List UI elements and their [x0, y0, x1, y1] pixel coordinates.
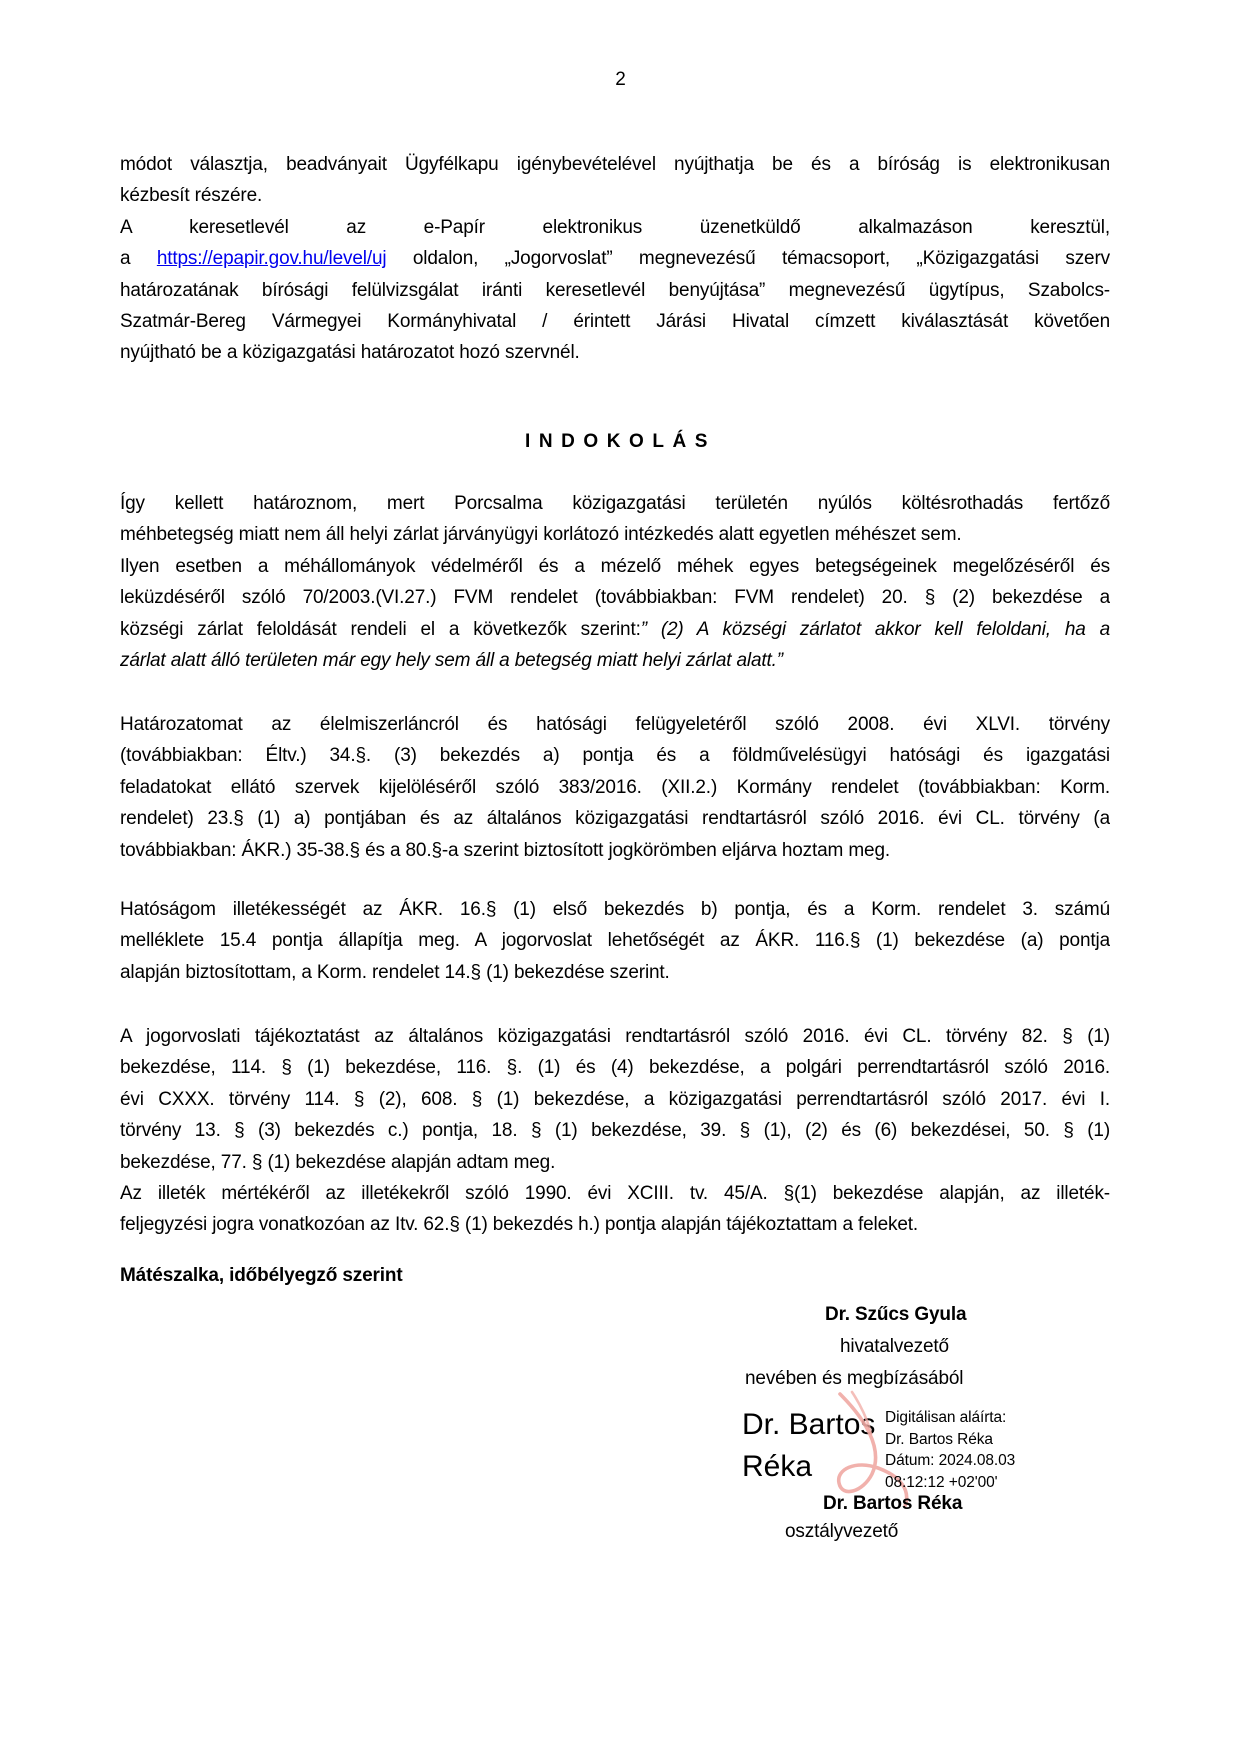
text-run: A keresetlevél az e-Papír elektronikus üzenetküldő alkalmazáson keresztül, — [120, 216, 1110, 238]
signer1-delegation: nevében és megbízásából — [745, 1368, 964, 1389]
text-run: a — [120, 248, 157, 270]
text-line — [120, 772, 1110, 803]
dateline: Mátészalka, időbélyegző szerint — [120, 1265, 403, 1286]
text-run: községi zárlat feloldását rendeli el a következők szerint: — [120, 618, 641, 640]
text-line — [120, 551, 1110, 582]
text-line — [120, 1021, 1110, 1052]
signer2-name: Dr. Bartos Réka — [823, 1493, 963, 1514]
text-line — [120, 1178, 1110, 1209]
text-run: Szatmár-Bereg Vármegyei Kormányhivatal / érintett Járási Hivatal címzett kiválasztását követően — [120, 310, 1110, 332]
para-intro-continuation — [120, 149, 1110, 212]
para-decision-reason — [120, 488, 1110, 551]
para-appeal-info — [120, 1021, 1110, 1178]
text-run: határozatának bírósági felülvizsgálat iránti keresetlevél benyújtása” megnevezésű ügytípus, Szabolcs- — [120, 279, 1110, 301]
text-run: nyújtható be a közigazgatási határozatot hozó szervnél. — [120, 342, 580, 364]
epapir-link[interactable]: https://epapir.gov.hu/level/uj — [156, 248, 387, 270]
text-run: (továbbiakban: Éltv.) 34.§. (3) bekezdés a) pontja és a földművelésügyi hatósági és igazgatási — [120, 745, 1110, 767]
text-run: évi CXXX. törvény 114. § (2), 608. § (1) bekezdése, a közigazgatási perrendtartásról szóló 2017. évi I. — [120, 1088, 1110, 1110]
text-run: méhbetegség miatt nem áll helyi zárlat járványügyi korlátozó intézkedés alatt egyetlen méhészet sem. — [120, 524, 962, 546]
signer1-title: hivatalvezető — [840, 1336, 949, 1357]
text-line — [120, 645, 1110, 676]
signature-detail-line: 08:12:12 +02'00' — [885, 1474, 998, 1492]
text-line — [120, 212, 1110, 243]
text-run: módot választja, beadványait Ügyfélkapu igénybevételével nyújthatja be és a bíróság is elektronikusan — [120, 154, 1110, 175]
section-heading-indokolas: INDOKOLÁS — [525, 431, 716, 452]
signature-detail-line: Dátum: 2024.08.03 — [885, 1452, 1016, 1470]
digital-signature-name-line1: Dr. Bartos — [742, 1408, 876, 1441]
text-line — [120, 709, 1110, 740]
text-run: alapján biztosítottam, a Korm. rendelet 14.§ (1) bekezdése szerint. — [120, 961, 670, 983]
text-line — [120, 614, 1110, 645]
text-line — [120, 740, 1110, 771]
text-run: bekezdése, 77. § (1) bekezdése alapján adtam meg. — [120, 1151, 556, 1173]
digital-signature-details — [885, 1407, 1015, 1494]
text-run: rendelet) 23.§ (1) a) pontjában és az általános közigazgatási rendtartásról szóló 2016. évi CL. törvény (a — [120, 808, 1110, 830]
text-line — [120, 306, 1110, 337]
text-run: A jogorvoslati tájékoztatást az általános közigazgatási rendtartásról szóló 2016. évi CL. törvény 82. § (1) — [120, 1026, 1110, 1047]
text-run: leküzdéséről szóló 70/2003.(VI.27.) FVM rendelet (továbbiakban: FVM rendelet) 20. § (2) bekezdése a — [120, 587, 1110, 609]
signature-detail-line: Digitálisan aláírta: — [885, 1409, 1007, 1426]
text-line — [120, 519, 1110, 550]
digital-signature-name-line2: Réka — [742, 1450, 813, 1483]
text-line — [120, 803, 1110, 834]
text-line — [120, 1147, 1110, 1178]
text-run: zárlat alatt álló területen már egy hely sem áll a betegség miatt helyi zárlat alatt.” — [120, 649, 783, 671]
text-line — [120, 1209, 1110, 1240]
text-line — [120, 1052, 1110, 1083]
para-fee-info — [120, 1178, 1110, 1241]
text-run: kézbesít részére. — [120, 185, 263, 207]
text-run: melléklete 15.4 pontja állapítja meg. A jogorvoslat lehetőségét az ÁKR. 116.§ (1) bekezdése (a) pontja — [120, 930, 1110, 952]
para-legal-basis — [120, 709, 1110, 866]
text-line — [120, 582, 1110, 613]
text-run: Hatóságom illetékességét az ÁKR. 16.§ (1) első bekezdés b) pontja, és a Korm. rendelet 3. számú — [120, 899, 1110, 920]
text-line — [120, 243, 1110, 274]
text-line — [120, 957, 1110, 988]
text-run: feljegyzési jogra vonatkozóan az Itv. 62.§ (1) bekezdés h.) pontja alapján tájékoztattam a feleket. — [120, 1214, 919, 1236]
text-line — [120, 337, 1110, 368]
text-line — [120, 149, 1110, 180]
para-epapir-info — [120, 212, 1110, 369]
text-run: Ilyen esetben a méhállományok védelméről és a mézelő méhek egyes betegségeinek megelőzéséről és — [120, 555, 1110, 577]
text-run: Határozatomat az élelmiszerláncról és hatósági felügyeletéről szóló 2008. évi XLVI. törvény — [120, 714, 1110, 735]
signer1-name: Dr. Szűcs Gyula — [825, 1304, 967, 1325]
signer2-title: osztályvezető — [785, 1521, 899, 1542]
signature-detail-line: Dr. Bartos Réka — [885, 1430, 993, 1448]
text-line — [120, 180, 1110, 211]
text-line — [120, 488, 1110, 519]
text-run: törvény 13. § (3) bekezdés c.) pontja, 18. § (1) bekezdése, 39. § (1), (2) és (6) bekezdései, 50. § (1) — [120, 1120, 1110, 1142]
text-line — [120, 894, 1110, 925]
text-line — [120, 925, 1110, 956]
text-line — [120, 275, 1110, 306]
para-fvm-rule-quote — [120, 551, 1110, 677]
text-run: továbbiakban: ÁKR.) 35-38.§ és a 80.§-a szerint biztosított jogkörömben eljárva hoztam meg. — [120, 839, 890, 861]
text-run: Az illeték mértékéről az illetékekről szóló 1990. évi XCIII. tv. 45/A. §(1) bekezdése alapján, az illeték- — [120, 1183, 1110, 1204]
text-line — [120, 835, 1110, 866]
text-line — [120, 1084, 1110, 1115]
page-number: 2 — [615, 69, 626, 90]
text-run: ” (2) A községi zárlatot akkor kell feloldani, ha a — [640, 618, 1110, 640]
text-run: oldalon, „Jogorvoslat” megnevezésű témacsoport, „Közigazgatási szerv — [386, 248, 1110, 270]
para-jurisdiction — [120, 894, 1110, 988]
text-run: Így kellett határoznom, mert Porcsalma közigazgatási területén nyúlós költésrothadás fertőző — [120, 493, 1110, 514]
text-run: bekezdése, 114. § (1) bekezdése, 116. §. (1) és (4) bekezdése, a polgári perrendtartásról szóló 2016. — [120, 1057, 1110, 1079]
text-run: feladatokat ellátó szervek kijelöléséről szóló 383/2016. (XII.2.) Kormány rendelet (továbbiakban: Korm. — [120, 776, 1110, 798]
text-line — [120, 1115, 1110, 1146]
